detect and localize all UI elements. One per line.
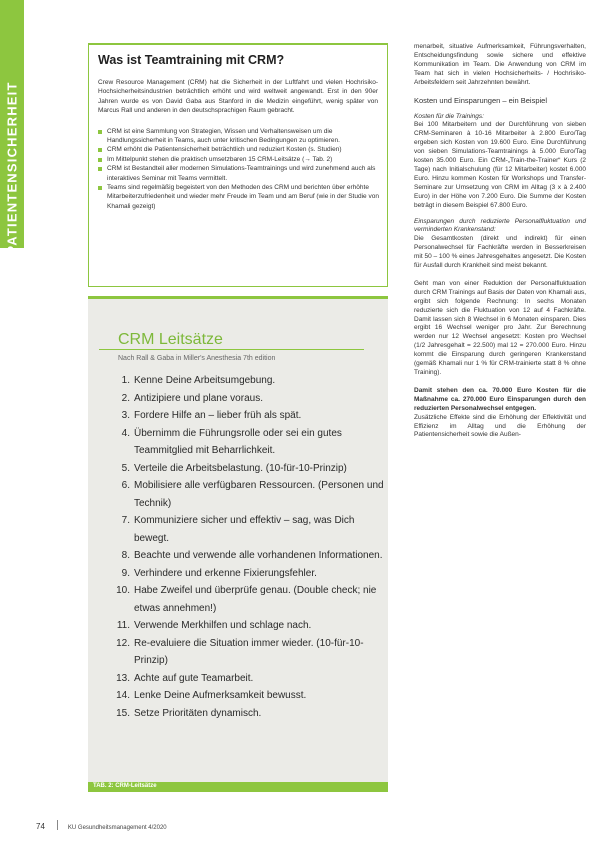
- section-heading: Kosten und Einsparungen – ein Beispiel: [414, 95, 548, 105]
- list-item: 15. Setze Prioritäten dynamisch.: [116, 707, 262, 719]
- list-item: 11. Verwende Merkhilfen und schlage nach.: [116, 620, 312, 631]
- bullet-item: Teams sind regelmäßig begeistert von den Methoden des CRM und berichten über erhöhte Mitarbeiterzufriedenheit und wieder mehr Freude im Team und am Beruf (wie in der Studie von Khamali gezeigt): [98, 183, 379, 211]
- principles-source: Nach Rall & Gaba in Miller's Anesthesia 7th edition: [118, 355, 276, 362]
- paragraph: Geht man von einer Reduktion der Personalfluktuation durch CRM Trainings auf Basis der Daten von Khamali aus, ergibt sich folgende Rechnung: In sechs Monaten reduzierte sich die Fluktuation von 12 auf 4 Fachkräfte. Damit lassen sich 8 Wechsel in 6 Monaten einsparen. Dies ergibt 16 Wechsel weniger pro Jahr. Zur Berechnung werden nur 12 Wechsel angesetzt: Kosten pro Wechsel (1/2 Jahresgehalt = 22.500) mal 12 = 270.000 Euro. Hinzu kommt die Einsparung durch geringeren Krankenstand (gemäß Khamali nur 1 % für CRM-trainierte statt 8 % ohne Training).: [414, 279, 586, 376]
- list-item: 12. Re-evaluiere die Situation immer wieder. (10-für-10-Prinzip): [116, 637, 364, 666]
- footer-divider: [57, 820, 58, 830]
- bullet-item: Im Mittelpunkt stehen die praktisch umsetzbaren 15 CRM-Leitsätze (→ Tab. 2): [98, 155, 379, 164]
- section-tab: [0, 0, 24, 255]
- bullet-square-icon: [98, 148, 102, 152]
- principles-title: CRM Leitsätze: [118, 331, 223, 348]
- list-item: 2. Antizipiere und plane voraus.: [121, 392, 263, 404]
- article-column: [414, 43, 586, 440]
- journal-name: KU Gesundheitsmanagement 4/2020: [67, 825, 167, 831]
- bullet-item: CRM ist Bestandteil aller modernen Simulations-Teamtrainings und wird zunehmend auch als interaktives Seminar mit Teams vermittelt.: [98, 164, 379, 183]
- principles-list: [88, 372, 388, 722]
- bullet-square-icon: [98, 130, 102, 134]
- list-item: 3. Fordere Hilfe an – lieber früh als spät.: [121, 410, 302, 421]
- list-item: 8. Beachte und verwende alle vorhandenen Informationen.: [121, 550, 383, 561]
- paragraph: Damit stehen den ca. 70.000 Euro Kosten für die Maßnahme ca. 270.000 Euro Einsparungen durch den reduzierten Personalwechsel entgegen.: [414, 386, 586, 412]
- crm-principles-box: [88, 296, 388, 785]
- title-rule: [99, 349, 364, 350]
- list-item: 4. Übernimm die Führungsrolle oder sei ein gutes Teammitglied mit Beharrlichkeit.: [121, 427, 342, 456]
- list-item: 14. Lenke Deine Aufmerksamkeit bewusst.: [116, 690, 307, 701]
- list-item: 10. Habe Zweifel und überprüfe genau. (Double check; nie etwas annehmen!): [116, 585, 377, 614]
- bullet-item: CRM ist eine Sammlung von Strategien, Wissen und Verhaltensweisen um die Handlungssicherheit in Teams, auch unter kritischen Bedingungen zu optimieren.: [98, 127, 379, 146]
- box-title: Was ist Teamtraining mit CRM?: [98, 53, 285, 67]
- paragraph: Bei 100 Mitarbeitern und der Durchführung von sieben CRM-Seminaren à 10-16 Mitarbeiter à 2.800 Euro/Tag ergeben sich Kosten von 19.600 Euro. Eine Durchführung von sieben Simulations-Teamtrainings à 5.000 Euro/Tag kosten 35.000 Euro. Ein CRM-„Train-the-Trainer“ Kurs (2 Tage) nach Initialschulung (für 12 Mitarbeiter) kostet 6.000 Euro. Hinzu kommen Kosten für Workshops und Transfer-Seminare zur Umsetzung von CRM im Alltag (3 x à 2.400 Euro) in der Höhe von 7.200 Euro. Die Summe der Kosten beträgt in diesem Beispiel 67.800 Euro.: [414, 121, 586, 209]
- bullet-list: [98, 127, 379, 212]
- page-footer: [36, 820, 167, 831]
- subheading: Einsparungen durch reduzierte Personalfluktuation und verminderten Krankenstand:: [414, 217, 586, 234]
- section-label: PATIENTENSICHERHEIT: [4, 81, 20, 255]
- crm-info-box: [88, 43, 388, 287]
- bullet-square-icon: [98, 186, 102, 190]
- subheading: Kosten für die Trainings:: [414, 112, 484, 120]
- list-item: 1. Kenne Deine Arbeitsumgebung.: [121, 375, 276, 386]
- list-item: 7. Kommuniziere sicher und effektiv – sag, was Dich bewegt.: [121, 515, 355, 544]
- table-caption-bar: [88, 782, 388, 792]
- bullet-square-icon: [98, 158, 102, 162]
- paragraph: Zusätzliche Effekte sind die Erhöhung der Effektivität und Effizienz im Alltag und die Erhöhung der Patientensicherheit sowie die Außen-: [414, 413, 586, 439]
- list-item: 6. Mobilisiere alle verfügbaren Ressourcen. (Personen und Technik): [121, 480, 384, 509]
- list-item: 13. Achte auf gute Teamarbeit.: [116, 672, 254, 684]
- table-caption: TAB. 2: CRM-Leitsätze: [93, 783, 157, 789]
- box-intro: Crew Resource Management (CRM) hat die Sicherheit in der Luftfahrt und vielen Hochrisiko-Hochsicherheitsindustrien beträchtlich erhöht und wird weltweit angewandt. Erst in den 90er Jahren wurde es von David Gaba aus Stanford in die Medizin eingeführt, wenig später von Marcus Rall und anderen in den deutschsprachigen Raum gebracht.: [98, 79, 378, 115]
- page-number: 74: [36, 822, 45, 831]
- list-item: 5. Verteile die Arbeitsbelastung. (10-für-10-Prinzip): [121, 462, 347, 474]
- bullet-item: CRM erhöht die Patientensicherheit beträchtlich und reduziert Kosten (s. Studien): [98, 145, 379, 154]
- list-item: 9. Verhindere und erkenne Fixierungsfehler.: [121, 567, 317, 579]
- paragraph: menarbeit, situative Aufmerksamkeit, Führungsverhalten, Entscheidungsfindung sowie sichere und effektive Kommunikation im Team. Die Anwendung von CRM im Team hat sich in vielen Hochsicherheits- / Hochrisiko-Arbeitsfeldern seit Jahrzehnten bewährt.: [414, 43, 586, 86]
- bullet-square-icon: [98, 167, 102, 171]
- paragraph: Die Gesamtkosten (direkt und indirekt) für einen Personalwechsel für Fachkräfte werden in Besserkreisen mit 50 – 100 % eines Jahresgehaltes angesetzt. Die Kosten für Ausfall durch Krankheit sind meist bekannt.: [414, 235, 586, 270]
